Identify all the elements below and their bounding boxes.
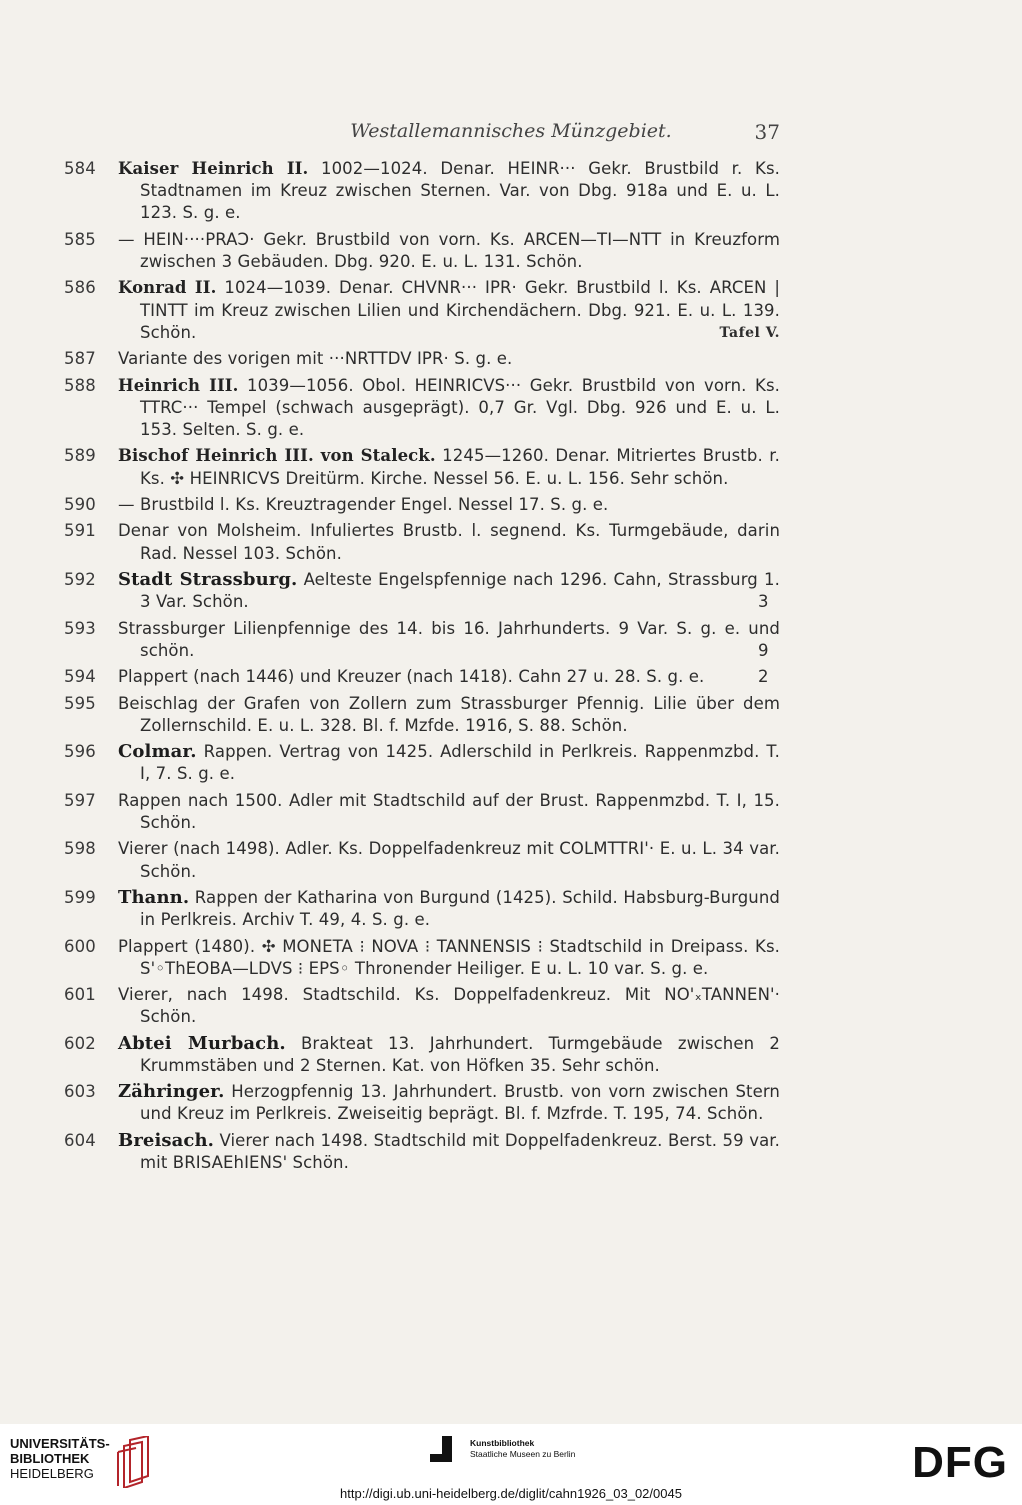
entry-description: Plappert (nach 1446) und Kreuzer (nach 1418). Cahn 27 u. 28. S. g. e. [118, 667, 705, 687]
entry-text [118, 838, 780, 882]
entry-description: Rappen der Katharina von Burgund (1425). Schild. Habsburg-Burgund in Perlkreis. Archiv T. 49, 4. S. g. e. [140, 887, 780, 930]
entry-description: Herzogpfennig 13. Jahrhundert. Brustb. von vorn zwischen Stern und Kreuz im Perlkreis. Zweiseitig beprägt. Bl. f. Mzfrde. T. 195, 74. Schön. [140, 1082, 780, 1124]
catalog-entry [0, 445, 1022, 489]
kunstbibliothek-logo[interactable] [430, 1434, 630, 1474]
library-name-line3: HEIDELBERG [10, 1466, 94, 1481]
catalog-entry [0, 838, 1022, 882]
entry-description: Vierer nach 1498. Stadtschild mit Doppelfadenkreuz. Berst. 59 var. mit BRISAEhIENS' Schön. [140, 1130, 780, 1173]
entry-text [118, 158, 780, 225]
entry-text [118, 693, 780, 737]
kunstbibliothek-mark-icon [430, 1436, 464, 1466]
viewer-footer [0, 1424, 1022, 1505]
entry-text [118, 887, 780, 931]
catalog-entry [0, 693, 1022, 737]
ub-book-icon [108, 1436, 152, 1488]
entry-text [118, 375, 780, 442]
library-name-line2: BIBLIOTHEK [10, 1451, 90, 1466]
catalog-entry [0, 494, 1022, 516]
entry-text [118, 936, 780, 980]
entry-number: 584 [64, 159, 96, 178]
entry-number: 602 [64, 1033, 96, 1053]
catalog-entry [0, 666, 1022, 688]
entry-heading: Zähringer. [118, 1081, 225, 1103]
catalog-entry [0, 569, 1022, 613]
entry-heading: Kaiser Heinrich II. [118, 159, 309, 178]
plate-reference: Tafel V. [719, 324, 780, 341]
entry-heading: Stadt Strassburg. [118, 568, 298, 590]
entry-number: 597 [64, 790, 96, 810]
catalog-entry [0, 618, 1022, 662]
catalog-entry [0, 348, 1022, 370]
entry-description: — Brustbild l. Ks. Kreuztragender Engel. Nessel 17. S. g. e. [118, 494, 609, 514]
entry-text [118, 741, 780, 785]
entry-number: 586 [64, 278, 96, 298]
entry-description: Brakteat 13. Jahrhundert. Turmgebäude zwischen 2 Krummstäben und 2 Sternen. Kat. von Höfken 35. Sehr schön. [140, 1033, 780, 1075]
entry-description: Strassburger Lilienpfennige des 14. bis 16. Jahrhunderts. 9 Var. S. g. e. und schön. [118, 618, 780, 660]
entry-number: 596 [64, 742, 96, 762]
entry-number: 592 [64, 569, 96, 589]
entry-number: 593 [64, 618, 96, 638]
catalog-entry [0, 1033, 1022, 1077]
entry-description: Vierer (nach 1498). Adler. Ks. Doppelfadenkreuz mit COLMTTRI'· E. u. L. 34 var. Schön. [118, 839, 780, 881]
entry-text [118, 348, 780, 370]
entry-description: 1039—1056. Obol. HEINRICVS··· Gekr. Brustbild von vorn. Ks. TTRC··· Tempel (schwach ausgeprägt). 0,7 Gr. Vgl. Dbg. 926 und E. u. L. 153. Selten. S. g. e. [140, 375, 780, 439]
catalog-entry [0, 887, 1022, 931]
entry-description: Variante des vorigen mit ···NRTTDV IPR· S. g. e. [118, 349, 513, 369]
entry-number: 588 [64, 375, 96, 395]
entry-text [118, 790, 780, 834]
catalog-entry [0, 936, 1022, 980]
entry-text: Plappert (nach 1446) und Kreuzer (nach 1418). Cahn 27 u. 28. S. g. e. 2 [118, 667, 769, 687]
museum-line1: Kunstbibliothek [470, 1438, 535, 1448]
entry-heading: Thann. [118, 886, 190, 908]
page-number: 37 [754, 120, 780, 144]
permalink-url[interactable]: http://digi.ub.uni-heidelberg.de/diglit/cahn1926_03_02/0045 [340, 1486, 682, 1501]
museum-line2: Staatliche Museen zu Berlin [470, 1449, 576, 1459]
entry-text [118, 277, 780, 344]
ub-heidelberg-logo[interactable] [10, 1436, 150, 1492]
entry-text [118, 1081, 780, 1125]
entry-number: 589 [64, 446, 96, 466]
catalog-entries [0, 158, 1022, 1178]
entry-number: 604 [64, 1130, 96, 1150]
entry-description: 1002—1024. Denar. HEINR··· Gekr. Brustbild r. Ks. Stadtnamen im Kreuz zwischen Sternen. Var. von Dbg. 918a und E. u. L. 123. S. g. e. [140, 159, 780, 223]
entry-heading: Colmar. [118, 741, 197, 763]
page-header [0, 120, 1022, 150]
entry-number: 587 [64, 349, 96, 369]
entry-description: Rappen. Vertrag von 1425. Adlerschild in Perlkreis. Rappenmzbd. T. I, 7. S. g. e. [140, 742, 780, 784]
entry-description: Beischlag der Grafen von Zollern zum Strassburger Pfennig. Lilie über dem Zollernschild. E. u. L. 328. Bl. f. Mzfde. 1916, S. 88. Schön. [118, 693, 780, 735]
entry-number: 601 [64, 985, 96, 1005]
entry-description: Vierer, nach 1498. Stadtschild. Ks. Doppelfadenkreuz. Mit NO'ₓTANNEN'· Schön. [118, 985, 780, 1027]
entry-description: Aelteste Engelspfennige nach 1296. Cahn, Strassburg 1. 3 Var. Schön. [140, 569, 780, 612]
entry-number: 603 [64, 1082, 96, 1102]
catalog-entry [0, 984, 1022, 1028]
catalog-entry [0, 790, 1022, 834]
entry-description: 1024—1039. Denar. CHVNR··· IPR· Gekr. Brustbild l. Ks. ARCEN | TINTT im Kreuz zwischen Lilien und Kirchendächern. Dbg. 921. E. u. L. 139. Schön. [140, 278, 781, 342]
entry-description: Rappen nach 1500. Adler mit Stadtschild auf der Brust. Rappenmzbd. T. I, 15. Schön. [118, 790, 780, 832]
catalog-entry [0, 277, 1022, 344]
kunstbibliothek-wordmark [470, 1438, 575, 1460]
catalog-entry [0, 158, 1022, 225]
dfg-logo[interactable]: DFG [912, 1438, 1008, 1487]
running-title: Westallemannisches Münzgebiet. [350, 120, 672, 142]
entry-text: Strassburger Lilienpfennige des 14. bis 16. Jahrhunderts. 9 Var. S. g. e. und schön. 9 [118, 618, 780, 660]
entry-number: 600 [64, 936, 96, 956]
entry-description: 1245—1260. Denar. Mitriertes Brustb. r. Ks. ✣ HEINRICVS Dreitürm. Kirche. Nessel 56. E. u. L. 156. Sehr schön. [140, 446, 780, 488]
entry-heading: Bischof Heinrich III. von Staleck. [118, 446, 436, 466]
entry-description: Denar von Molsheim. Infuliertes Brustb. l. segnend. Ks. Turmgebäude, darin Rad. Nessel 103. Schön. [118, 521, 780, 563]
catalog-entry [0, 375, 1022, 442]
ub-heidelberg-wordmark [10, 1436, 110, 1481]
entry-number: 590 [64, 494, 96, 514]
catalog-entry [0, 229, 1022, 273]
entry-number: 594 [64, 667, 96, 687]
entry-number: 598 [64, 839, 96, 859]
entry-text [118, 984, 780, 1028]
entry-text [118, 494, 780, 516]
entry-text [118, 1033, 780, 1077]
entry-text [118, 229, 780, 273]
entry-text [118, 445, 780, 489]
entry-text [118, 1130, 780, 1174]
entry-heading: Abtei Murbach. [118, 1032, 286, 1054]
library-name-line1: UNIVERSITÄTS- [10, 1436, 110, 1451]
catalog-entry [0, 741, 1022, 785]
entry-description: Plappert (1480). ✣ MONETA ⁝ NOVA ⁝ TANNENSIS ⁝ Stadtschild in Dreipass. Ks. S'◦ThEOBA—LDVS ⁝ EPS◦ Thronender Heiliger. E u. L. 10 var. S. g. e. [118, 936, 780, 978]
entry-number: 585 [64, 229, 96, 249]
entry-description: — HEIN····PRAƆ· Gekr. Brustbild von vorn. Ks. ARCEN—TI—NTT in Kreuzform zwischen 3 Gebäuden. Dbg. 920. E. u. L. 131. Schön. [118, 229, 780, 271]
catalog-entry [0, 1081, 1022, 1125]
entry-number: 595 [64, 693, 96, 713]
entry-heading: Breisach. [118, 1129, 214, 1151]
entry-text [118, 520, 780, 564]
entry-number: 599 [64, 887, 96, 907]
entry-text: Stadt Strassburg. Aelteste Engelspfennige nach 1296. Cahn, Strassburg 1. 3 Var. Schön. 3 [118, 568, 780, 612]
catalog-entry [0, 520, 1022, 564]
entry-number: 591 [64, 521, 96, 541]
entry-heading: Heinrich III. [118, 375, 239, 395]
entry-heading: Konrad II. [118, 278, 217, 298]
catalog-entry [0, 1130, 1022, 1174]
